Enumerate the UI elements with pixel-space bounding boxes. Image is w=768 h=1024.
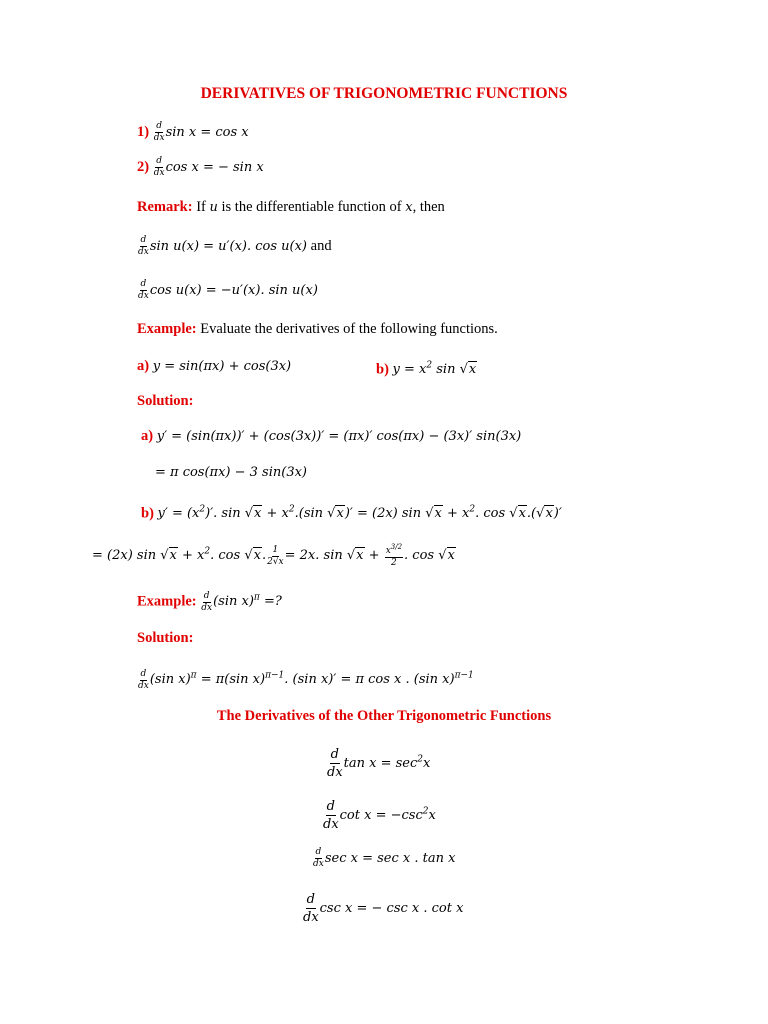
derivative-operator: $\frac{d}{dx}$	[153, 156, 165, 179]
rule-1: 1) $\frac{d}{dx}$ sin x = cos x	[137, 121, 249, 144]
derivative-operator: $\frac{d}{dx}$	[138, 279, 149, 302]
example-1: Example: Evaluate the derivatives of the following functions.	[137, 321, 498, 337]
example-2: Example: $\frac{d}{dx}$ (sin x)$^\pi$ =?	[137, 590, 282, 613]
example-1-a: a) y = sin(πx) + cos(3x)	[137, 358, 292, 374]
solution-2-line: $\frac{d}{dx}$ (sin x)$^\pi$ = π(sin x)$^{\pi-1}$. (sin x)′ = π cos x . (sin x)$^{\pi-1}$	[138, 668, 474, 691]
derivative-operator: $\frac{d}{dx}$	[153, 121, 165, 144]
example-1-b: b) $y = x^2$ sin √x	[376, 361, 477, 378]
rule-2: 2) $\frac{d}{dx}$ cos x = − sin x	[137, 156, 264, 179]
solution-b-line-1: b) $y' = (x^2)'$. $\sin √x + x^2.(\sin$ √x)′ = (2x) $\sin √x + x^2$. cos √x.(√x)′	[141, 505, 562, 522]
solution-2-label: Solution:	[137, 630, 194, 646]
derivative-csc: $\frac{d}{dx}$ csc x = − csc x . cot x	[303, 892, 464, 925]
derivative-sec: $\frac{d}{dx}$ sec x = sec x . tan x	[313, 847, 456, 870]
derivative-operator: $\frac{d}{dx}$	[201, 590, 213, 613]
derivative-cot: $\frac{d}{dx}$ $\cot x = -\csc^2x$	[323, 799, 436, 832]
page-title: DERIVATIVES OF TRIGONOMETRIC FUNCTIONS	[200, 85, 568, 102]
remark: Remark: If u is the differentiable function of x, then	[137, 199, 445, 215]
solution-a-line-1: a) y′ = (sin(πx))′ + (cos(3x))′ = (πx)′ cos(πx) − (3x)′ sin(3x)	[141, 428, 522, 444]
solution-a-line-2: = π cos(πx) − 3 sin(3x)	[155, 465, 308, 480]
chain-rule-cos: $\frac{d}{dx}$ cos u(x) = −u′(x). sin u(x)	[138, 279, 318, 302]
derivative-operator: $\frac{d}{dx}$	[138, 668, 149, 691]
derivative-operator: $\frac{d}{dx}$	[138, 235, 149, 258]
section-title: The Derivatives of the Other Trigonometric Functions	[216, 708, 552, 724]
derivative-tan: $\frac{d}{dx}$ $\tan x = \sec^2x$	[327, 747, 431, 780]
solution-b-line-2: = (2x) $\sin √x + x^2$. cos √x. $\frac{1}{2√x}$ = 2x. sin √x + $\frac{x^{3/2}}{2}$ . cos √x	[92, 543, 455, 568]
solution-label: Solution:	[137, 393, 194, 409]
chain-rule-sin: $\frac{d}{dx}$ sin u(x) = u′(x). cos u(x) and	[138, 235, 332, 258]
